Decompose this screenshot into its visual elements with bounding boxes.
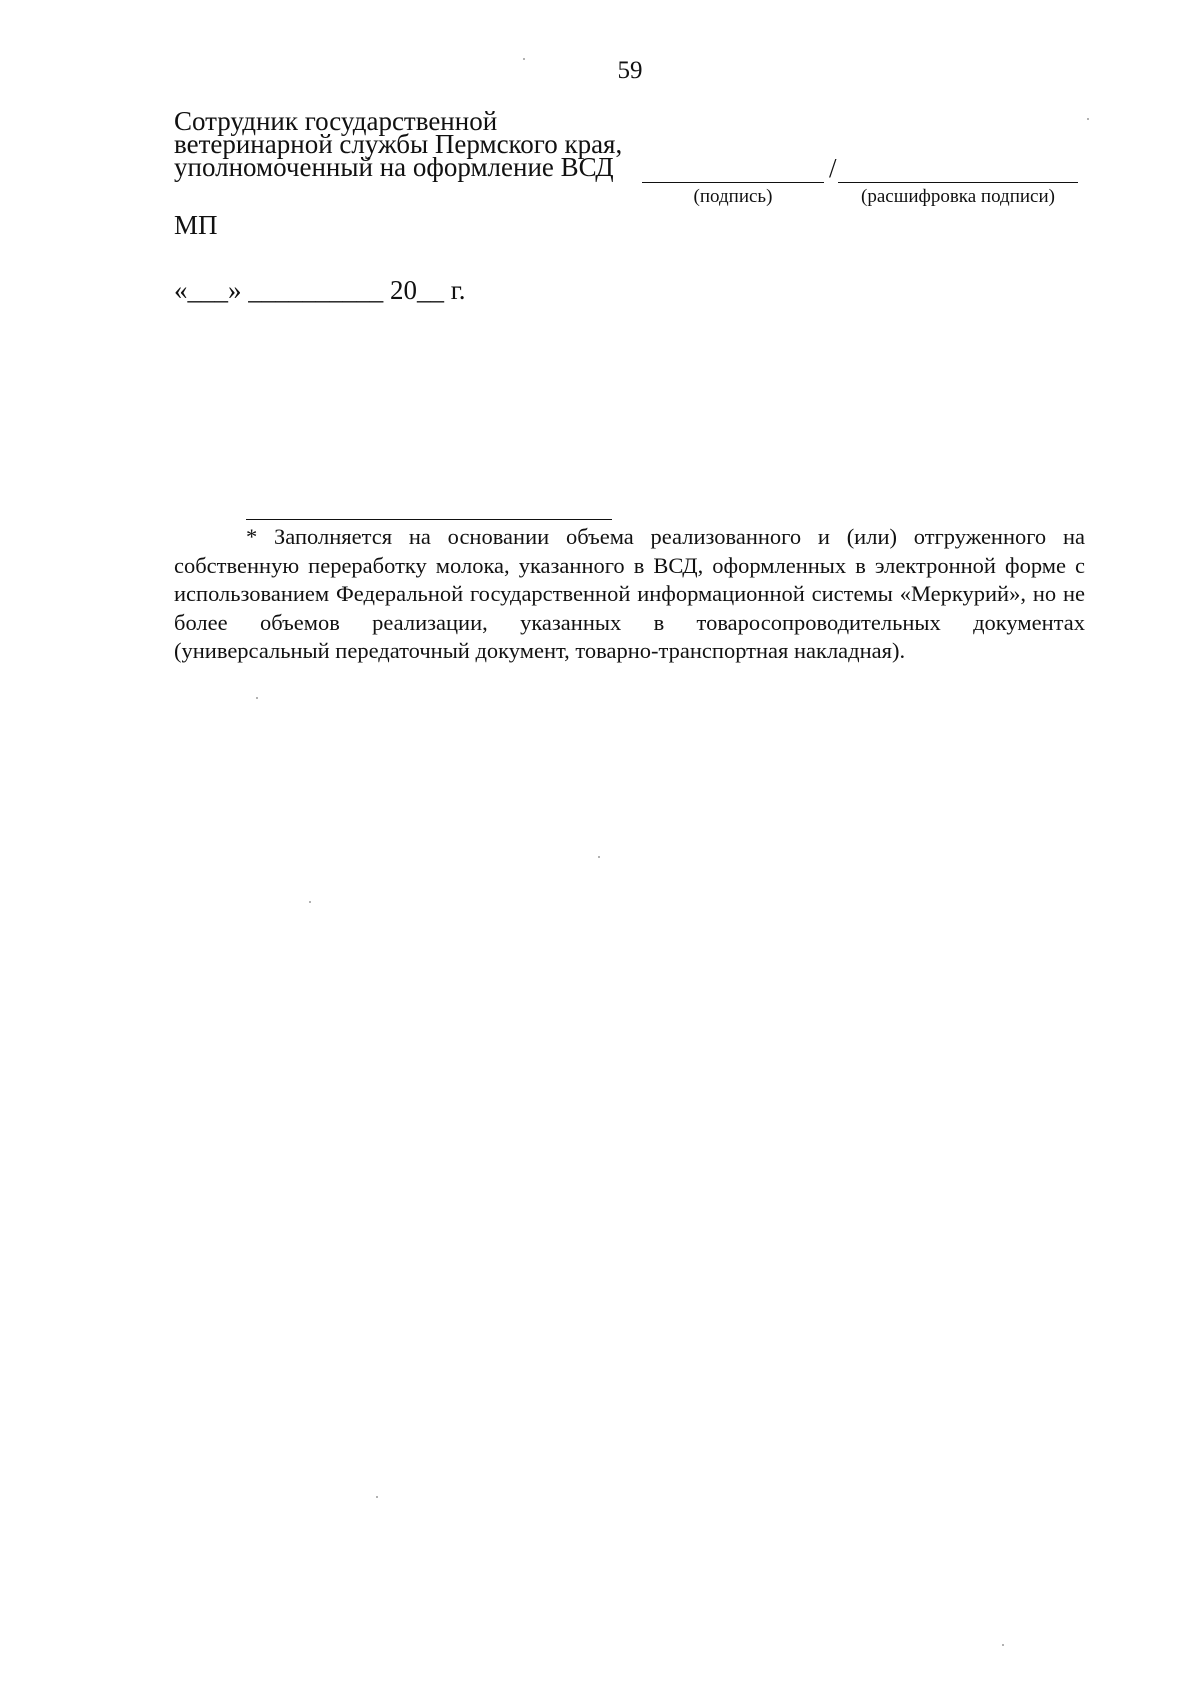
date-line: «___» __________ 20__ г. — [174, 275, 466, 305]
scan-speck — [598, 856, 600, 858]
scan-speck — [523, 58, 525, 60]
page-number: 59 — [617, 57, 643, 84]
signature-decode-blank-line — [838, 182, 1078, 183]
signature-blank-line — [642, 182, 824, 183]
signer-title-line-3: уполномоченный на оформление ВСД — [174, 152, 614, 182]
footnote-separator-rule — [246, 519, 612, 520]
footnote-text: * Заполняется на основании объема реализованного и (или) отгруженного на собственную переработку молока, указанного в ВСД, оформленных в электронной форме с использованием Федеральной государственной информационной системы «Меркурий», но не более объемов реализации, указанных в товаросопроводительных документах (универсальный передаточный документ, товарно-транспортная накладная). — [174, 524, 1085, 663]
signature-separator: / — [829, 153, 837, 183]
signer-title-line-1: Сотрудник государственной — [174, 106, 498, 136]
stamp-placeholder: МП — [174, 210, 218, 240]
scan-speck — [309, 901, 311, 903]
scan-speck — [376, 1496, 378, 1498]
signature-decode-caption: (расшифровка подписи) — [861, 186, 1055, 207]
scan-speck — [256, 697, 258, 699]
scan-speck — [1087, 118, 1089, 120]
signer-title-block — [174, 106, 623, 182]
signer-title-line-2: ветеринарной службы Пермского края, — [174, 129, 623, 159]
scan-speck — [1002, 1644, 1004, 1646]
signature-caption: (подпись) — [693, 186, 773, 207]
